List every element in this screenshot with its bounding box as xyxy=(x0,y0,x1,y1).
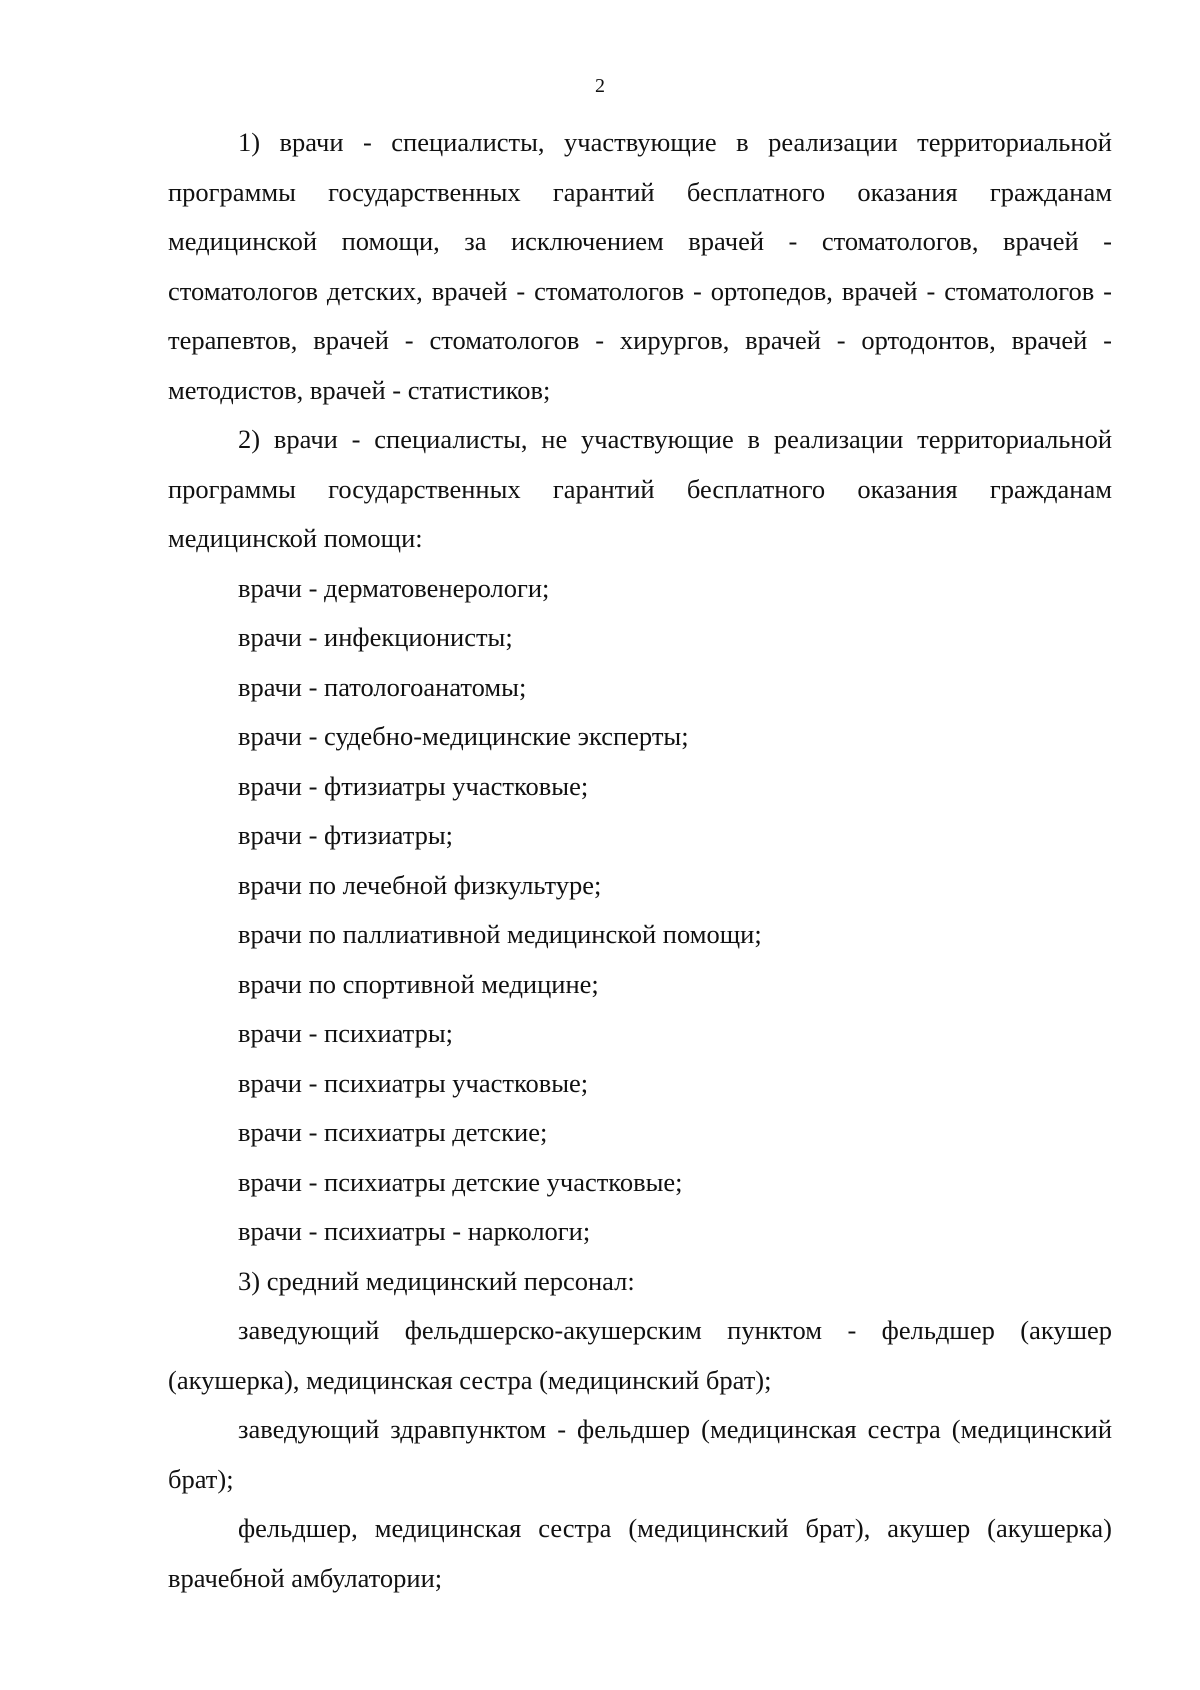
list-item: врачи по паллиативной медицинской помощи; xyxy=(238,919,762,949)
paragraph-section-2: 2) врачи - специалисты, не участвующие в реализации территориальной программы государственных гарантий бесплатного оказания гражданам медицинской помощи: xyxy=(168,424,1112,553)
paragraph-section-3: 3) средний медицинский персонал: xyxy=(238,1265,635,1296)
list-item: врачи - фтизиатры участковые; xyxy=(238,770,589,801)
paragraph-section-1: 1) врачи - специалисты, участвующие в реализации территориальной программы государственных гарантий бесплатного оказания гражданам медицинской помощи, за исключением врачей - стоматологов, врачей - стоматологов детских, врачей - стоматологов - ортопедов, врачей - стоматологов - терапевтов, врачей - стоматологов - хирургов, врачей - ортодонтов, врачей - методистов, врачей - статистиков; xyxy=(168,127,1112,405)
list-item: врачи - дерматовенерологи; xyxy=(238,572,550,603)
list-item: врачи - психиатры детские участковые; xyxy=(238,1166,683,1197)
list-item: врачи - психиатры детские; xyxy=(238,1117,548,1147)
document-body xyxy=(168,118,1112,1603)
page-number: 2 xyxy=(595,75,605,97)
list-item: врачи - психиатры; xyxy=(238,1018,454,1048)
list-item: врачи - психиатры - наркологи; xyxy=(238,1216,591,1246)
staff-item: заведующий здравпунктом - фельдшер (медицинская сестра (медицинский брат); xyxy=(168,1414,1112,1494)
list-item: врачи - психиатры участковые; xyxy=(238,1067,589,1098)
list-item: врачи по лечебной физкультуре; xyxy=(238,869,602,900)
staff-item: фельдшер, медицинская сестра (медицинский брат), акушер (акушерка) врачебной амбулатории; xyxy=(168,1513,1112,1593)
list-item: врачи - судебно-медицинские эксперты; xyxy=(238,721,689,751)
list-item: врачи - патологоанатомы; xyxy=(238,671,527,702)
staff-item: заведующий фельдшерско-акушерским пунктом - фельдшер (акушер (акушерка), медицинская сестра (медицинский брат); xyxy=(168,1315,1112,1395)
list-item: врачи - инфекционисты; xyxy=(238,622,513,652)
list-item: врачи по спортивной медицине; xyxy=(238,968,599,999)
list-item: врачи - фтизиатры; xyxy=(238,820,454,850)
